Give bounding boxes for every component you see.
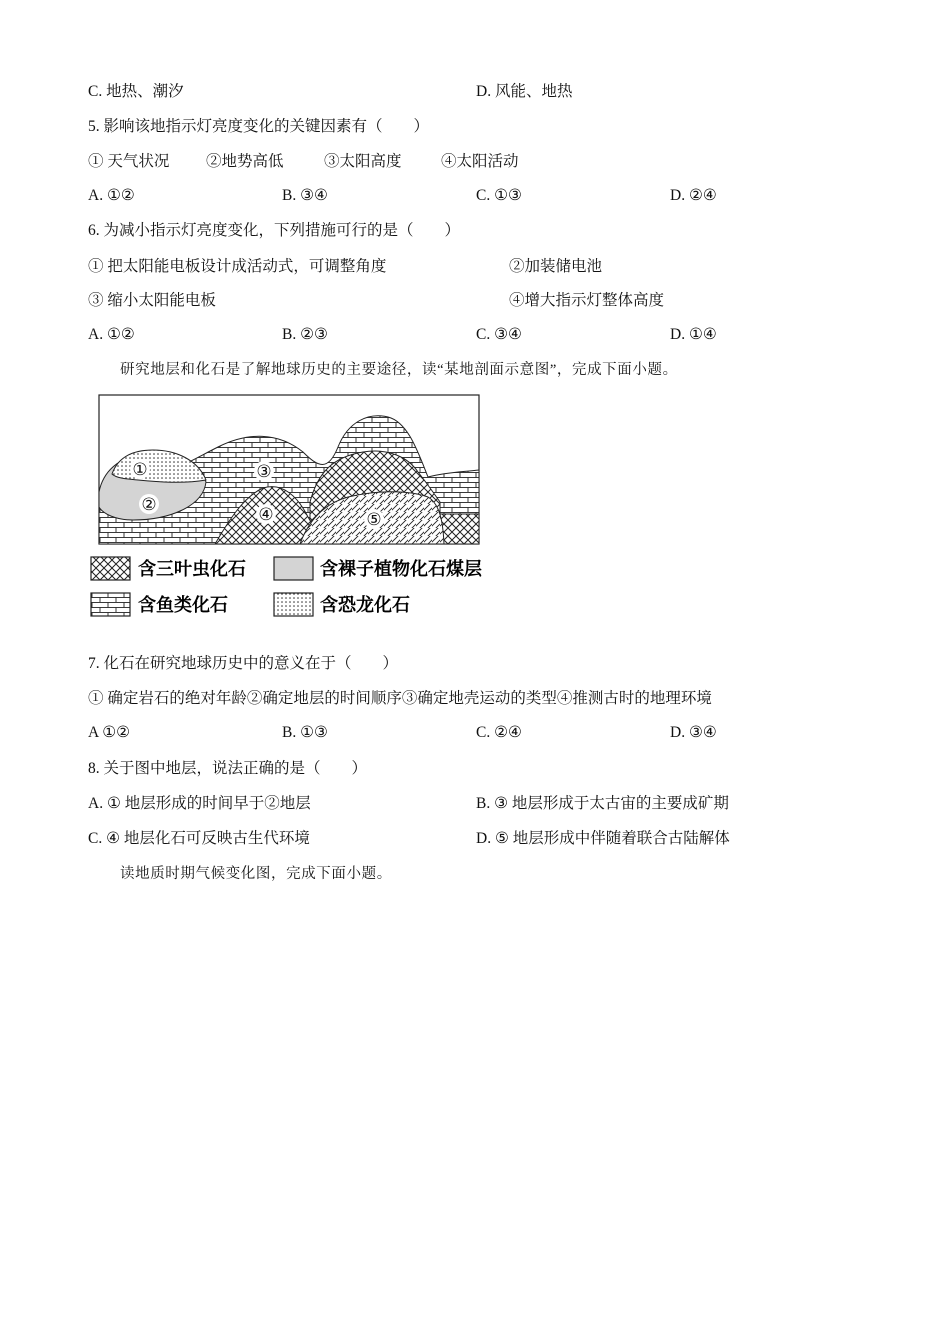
q6-option-d: D. ①④ xyxy=(670,326,717,343)
q5-option-b: B. ③④ xyxy=(282,187,328,204)
q5-option-d: D. ②④ xyxy=(670,187,717,204)
q5-option-c: C. ①③ xyxy=(476,187,522,204)
layer-label-2: ② xyxy=(141,495,157,515)
q8-option-b: B. ③ 地层形成于太古宙的主要成矿期 xyxy=(476,795,729,812)
layer-label-1: ① xyxy=(132,460,148,480)
q6-option-c: C. ③④ xyxy=(476,326,522,343)
q5-item-3: ③太阳高度 xyxy=(324,153,402,170)
q6-item-3: ③ 缩小太阳能电板 xyxy=(88,292,216,309)
q5-option-a: A. ①② xyxy=(88,187,135,204)
legend-label-gymnosperm: 含裸子植物化石煤层 xyxy=(320,559,482,580)
q7-option-c: C. ②④ xyxy=(476,724,522,741)
q8-stem: 8. 关于图中地层，说法正确的是（ ） xyxy=(88,760,368,777)
intro-profile: 研究地层和化石是了解地球历史的主要途径，读“某地剖面示意图”，完成下面小题。 xyxy=(120,362,678,378)
q6-item-4: ④增大指示灯整体高度 xyxy=(509,292,665,309)
legend-swatch-fish xyxy=(91,593,130,616)
legend-swatch-gymnosperm xyxy=(274,557,313,580)
layer-cross-right xyxy=(440,514,479,544)
q5-item-2: ②地势高低 xyxy=(206,153,284,170)
legend-swatch-dinosaur xyxy=(274,593,313,616)
legend-label-trilobite: 含三叶虫化石 xyxy=(138,559,246,580)
layer-label-4: ④ xyxy=(258,505,274,525)
q8-option-a: A. ① 地层形成的时间早于②地层 xyxy=(88,795,311,812)
q7-option-a: A ①② xyxy=(88,724,131,741)
q6-stem: 6. 为减小指示灯亮度变化，下列措施可行的是（ ） xyxy=(88,222,461,239)
q5-item-4: ④太阳活动 xyxy=(441,153,519,170)
q5-stem: 5. 影响该地指示灯亮度变化的关键因素有（ ） xyxy=(88,118,430,135)
q8-option-d: D. ⑤ 地层形成中伴随着联合古陆解体 xyxy=(476,830,730,847)
geological-profile-figure xyxy=(88,392,498,622)
q8-option-c: C. ④ 地层化石可反映古生代环境 xyxy=(88,830,310,847)
intro-climate: 读地质时期气候变化图，完成下面小题。 xyxy=(120,866,392,882)
legend-label-fish: 含鱼类化石 xyxy=(138,595,228,616)
q6-option-a: A. ①② xyxy=(88,326,135,343)
q7-option-b: B. ①③ xyxy=(282,724,328,741)
q6-item-1: ① 把太阳能电板设计成活动式，可调整角度 xyxy=(88,258,387,275)
q4-option-d: D. 风能、地热 xyxy=(476,83,573,100)
q6-option-b: B. ②③ xyxy=(282,326,328,343)
q7-option-d: D. ③④ xyxy=(670,724,717,741)
layer-label-3: ③ xyxy=(256,462,272,482)
legend-label-dinosaur: 含恐龙化石 xyxy=(320,595,410,616)
q6-item-2: ②加装储电池 xyxy=(509,258,603,275)
legend-swatch-trilobite xyxy=(91,557,130,580)
q4-option-c: C. 地热、潮汐 xyxy=(88,83,184,100)
q7-items: ① 确定岩石的绝对年龄②确定地层的时间顺序③确定地壳运动的类型④推测古时的地理环境 xyxy=(88,690,712,707)
q5-item-1: ① 天气状况 xyxy=(88,153,170,170)
layer-label-5: ⑤ xyxy=(366,510,382,530)
q7-stem: 7. 化石在研究地球历史中的意义在于（ ） xyxy=(88,655,399,672)
